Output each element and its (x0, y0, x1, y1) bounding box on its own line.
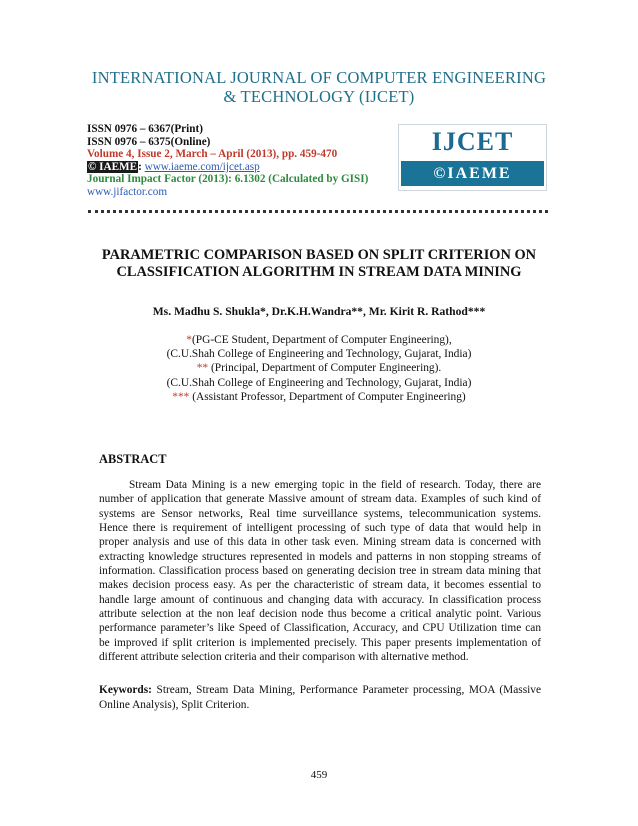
page-number: 459 (310, 769, 328, 781)
abstract-body (99, 478, 541, 664)
paper-title-line2: CLASSIFICATION ALGORITHM IN STREAM DATA MINING (116, 264, 522, 280)
journal-url-link[interactable]: www.iaeme.com/ijcet.asp (144, 160, 260, 173)
logo-name: IJCET (431, 127, 514, 156)
keywords-text: Stream, Stream Data Mining, Performance Parameter processing, MOA (Massive Online Analysis), Split Criterion. (99, 684, 541, 711)
journal-title (60, 68, 578, 106)
impact-factor: Journal Impact Factor (2013): 6.1302 (Calculated by GISI) (87, 173, 369, 186)
affiliation-3 (60, 361, 578, 375)
paper-title (80, 247, 558, 281)
affiliation-4 (60, 376, 578, 390)
affiliations (60, 333, 578, 404)
issn-print: ISSN 0976 – 6367(Print) (87, 123, 203, 135)
affiliation-1-marker: * (186, 334, 192, 346)
iaeme-badge: © IAEME (88, 160, 138, 173)
issn-online: ISSN 0976 – 6375(Online) (87, 135, 211, 148)
paper-title-line1: PARAMETRIC COMPARISON BASED ON SPLIT CRITERION ON (101, 247, 537, 263)
logo-band: ©IAEME (401, 161, 544, 186)
affiliation-3-marker: ** (196, 362, 211, 375)
jifactor-link[interactable]: www.jifactor.com (87, 185, 168, 198)
dotted-divider (88, 210, 548, 213)
iaeme-line (87, 161, 368, 174)
affiliation-3-text: (Principal, Department of Computer Engineering). (210, 362, 442, 375)
journal-title-line1: INTERNATIONAL JOURNAL OF COMPUTER ENGINEERING (91, 68, 547, 87)
abstract-heading: ABSTRACT (99, 452, 167, 466)
affiliation-5-marker: *** (172, 390, 193, 403)
affiliation-2 (60, 347, 578, 361)
journal-title-line2: & TECHNOLOGY (IJCET) (223, 87, 415, 106)
authors: Ms. Madhu S. Shukla*, Dr.K.H.Wandra**, Mr. Kirit R. Rathod*** (152, 305, 486, 318)
affiliation-4-text: (C.U.Shah College of Engineering and Technology, Gujarat, India) (166, 376, 472, 389)
affiliation-5-text: (Assistant Professor, Department of Computer Engineering) (192, 390, 466, 403)
abstract-text: Stream Data Mining is a new emerging topic in the field of research. Today, there are number of application that generate Massive amount of stream data. Examples of such kind of systems are Sensor networks, Real time surveillance systems, telecommunication systems. Hence there is requirement of intelligent processing of such type of data that would help in proper analysis and use of this data in other task even. Mining stream data is concerned with extracting knowledge structures represented in models and patterns in non stopping streams of information. Classification process based on generating decision tree in stream data mining that makes decision process easy. As per the characteristic of stream data, it becomes essential to handle large amount of continuous and changing data with accuracy. In classification process attribute selection at the non leaf decision node thus become a critical analytic point. Various performance parameter’s like Speed of Classification, Accuracy, and CPU Utilization time can be improved if split criterion is implemented precisely. This paper presents implementation of different attribute selection criteria and their comparison with alternative method. (99, 479, 541, 664)
affiliation-2-text: (C.U.Shah College of Engineering and Technology, Gujarat, India) (166, 348, 472, 361)
affiliation-5 (60, 390, 578, 404)
volume-info: Volume 4, Issue 2, March – April (2013), pp. 459-470 (87, 148, 338, 161)
keywords (99, 683, 541, 712)
issn-block (87, 123, 368, 199)
affiliation-1-text: (PG-CE Student, Department of Computer Engineering), (191, 334, 452, 346)
keywords-label: Keywords: (99, 684, 152, 696)
iaeme-separator: : (138, 160, 145, 173)
ijcet-logo (398, 124, 547, 191)
affiliation-1 (60, 333, 578, 347)
